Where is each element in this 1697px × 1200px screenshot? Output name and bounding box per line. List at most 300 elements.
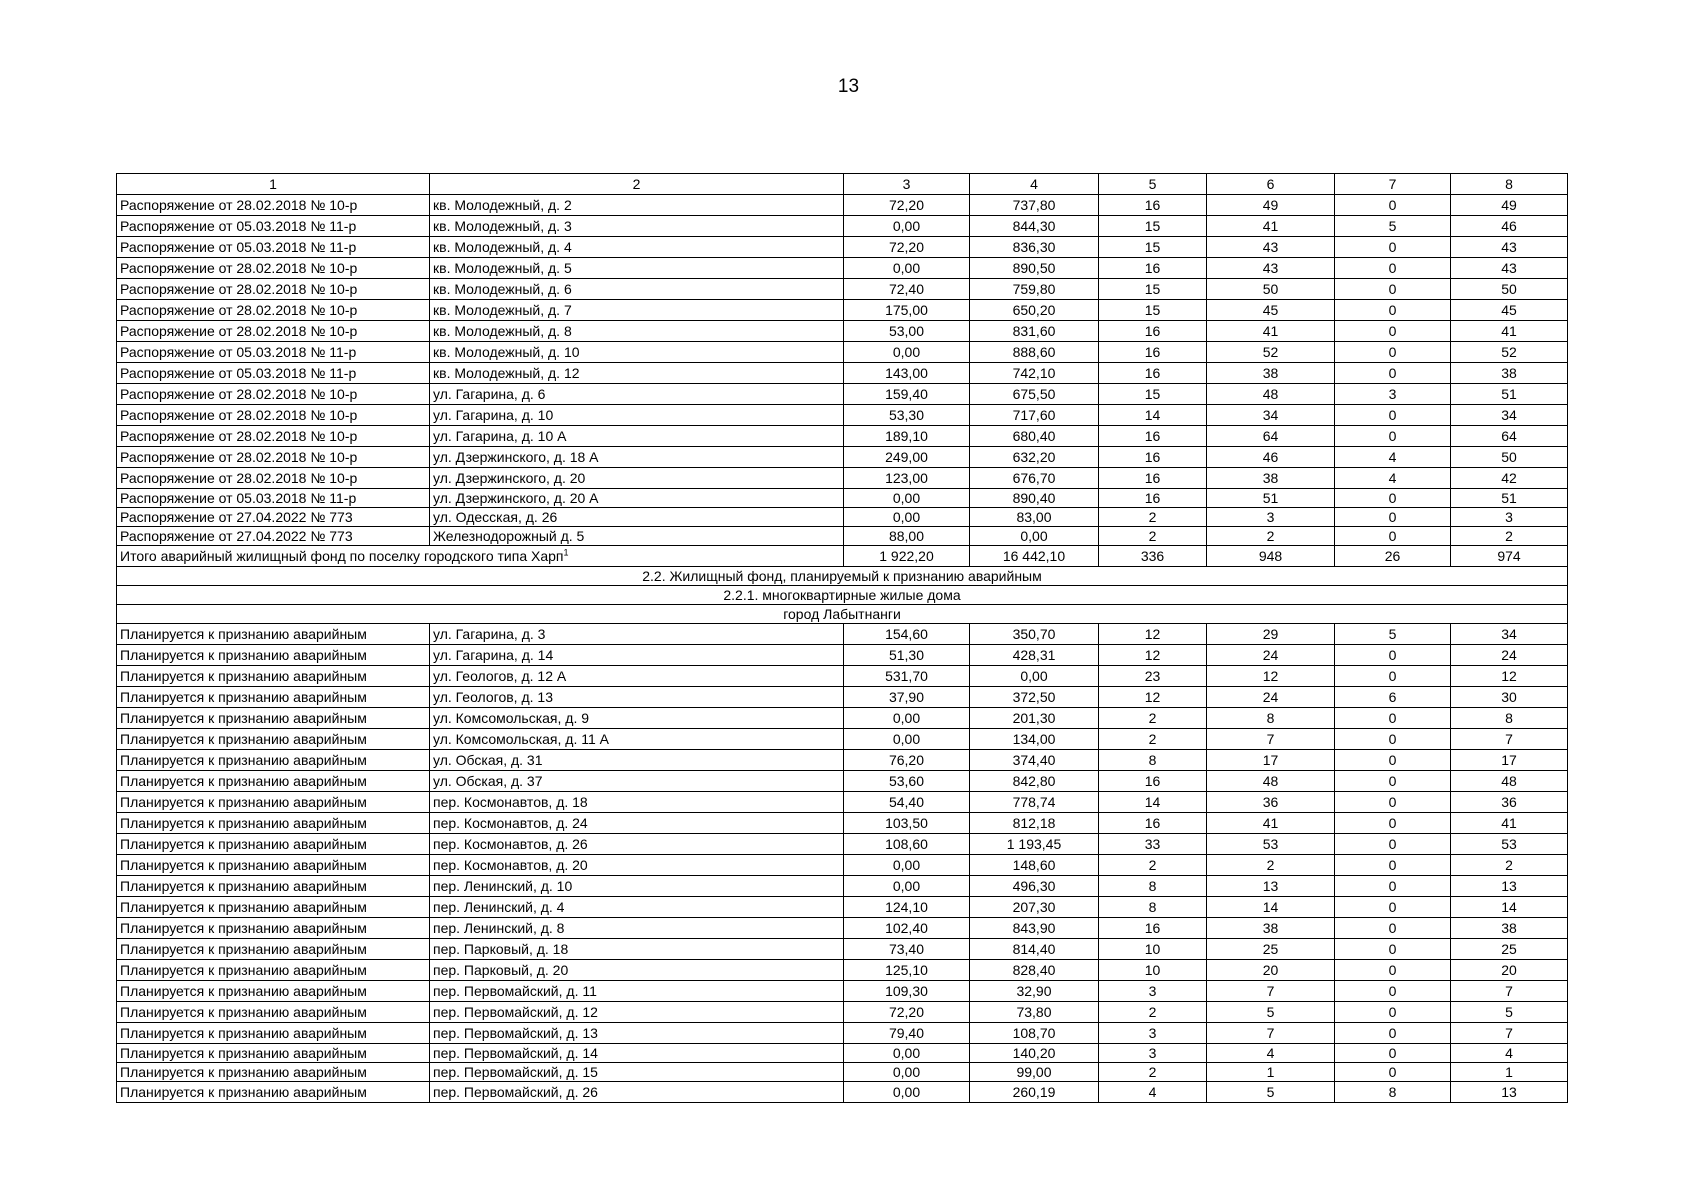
value-cell: 742,10 [970, 363, 1099, 384]
value-cell: 52 [1451, 342, 1568, 363]
value-cell: 53,00 [844, 321, 970, 342]
value-cell: 5 [1207, 1082, 1335, 1103]
value-cell: 25 [1451, 939, 1568, 960]
value-cell: 249,00 [844, 447, 970, 468]
value-cell: 15 [1099, 300, 1207, 321]
value-cell: 0 [1335, 195, 1451, 216]
value-cell: 737,80 [970, 195, 1099, 216]
value-cell: 49 [1451, 195, 1568, 216]
address-cell: пер. Космонавтов, д. 18 [430, 792, 844, 813]
total-value-cell: 1 922,20 [844, 546, 970, 567]
address-cell: пер. Космонавтов, д. 24 [430, 813, 844, 834]
value-cell: 32,90 [970, 981, 1099, 1002]
basis-cell: Планируется к признанию аварийным [117, 624, 430, 645]
value-cell: 890,50 [970, 258, 1099, 279]
basis-cell: Распоряжение от 28.02.2018 № 10-р [117, 384, 430, 405]
value-cell: 778,74 [970, 792, 1099, 813]
basis-cell: Планируется к признанию аварийным [117, 771, 430, 792]
value-cell: 51 [1451, 384, 1568, 405]
value-cell: 7 [1451, 981, 1568, 1002]
value-cell: 13 [1207, 876, 1335, 897]
value-cell: 374,40 [970, 750, 1099, 771]
value-cell: 73,80 [970, 1002, 1099, 1023]
table-row [117, 918, 1568, 939]
value-cell: 2 [1099, 527, 1207, 546]
basis-cell: Планируется к признанию аварийным [117, 918, 430, 939]
value-cell: 20 [1207, 960, 1335, 981]
value-cell: 72,20 [844, 195, 970, 216]
value-cell: 0 [1335, 792, 1451, 813]
value-cell: 890,40 [970, 489, 1099, 508]
total-label [117, 546, 844, 567]
value-cell: 0 [1335, 405, 1451, 426]
basis-cell: Планируется к признанию аварийным [117, 708, 430, 729]
address-cell: ул. Геологов, д. 12 А [430, 666, 844, 687]
value-cell: 0,00 [844, 1082, 970, 1103]
basis-cell: Планируется к признанию аварийным [117, 666, 430, 687]
basis-cell: Распоряжение от 05.03.2018 № 11-р [117, 216, 430, 237]
address-cell: кв. Молодежный, д. 3 [430, 216, 844, 237]
table-row [117, 708, 1568, 729]
value-cell: 16 [1099, 342, 1207, 363]
basis-cell: Планируется к признанию аварийным [117, 981, 430, 1002]
basis-cell: Планируется к признанию аварийным [117, 834, 430, 855]
table-row [117, 876, 1568, 897]
value-cell: 8 [1335, 1082, 1451, 1103]
address-cell: ул. Гагарина, д. 10 [430, 405, 844, 426]
value-cell: 53,60 [844, 771, 970, 792]
address-cell: кв. Молодежный, д. 2 [430, 195, 844, 216]
address-cell: ул. Дзержинского, д. 20 А [430, 489, 844, 508]
value-cell: 0,00 [844, 342, 970, 363]
value-cell: 72,40 [844, 279, 970, 300]
value-cell: 201,30 [970, 708, 1099, 729]
value-cell: 0,00 [844, 258, 970, 279]
value-cell: 14 [1099, 405, 1207, 426]
value-cell: 0 [1335, 508, 1451, 527]
basis-cell: Распоряжение от 27.04.2022 № 773 [117, 508, 430, 527]
value-cell: 48 [1451, 771, 1568, 792]
value-cell: 8 [1099, 897, 1207, 918]
basis-cell: Распоряжение от 05.03.2018 № 11-р [117, 237, 430, 258]
value-cell: 0,00 [844, 1063, 970, 1082]
value-cell: 0,00 [844, 489, 970, 508]
value-cell: 4 [1335, 468, 1451, 489]
value-cell: 53 [1207, 834, 1335, 855]
column-number-cell: 1 [117, 174, 430, 195]
value-cell: 3 [1335, 384, 1451, 405]
value-cell: 814,40 [970, 939, 1099, 960]
address-cell: пер. Первомайский, д. 14 [430, 1044, 844, 1063]
value-cell: 154,60 [844, 624, 970, 645]
table-row [117, 216, 1568, 237]
value-cell: 134,00 [970, 729, 1099, 750]
table-row [117, 300, 1568, 321]
table-row [117, 729, 1568, 750]
basis-cell: Планируется к признанию аварийным [117, 1023, 430, 1044]
address-cell: кв. Молодежный, д. 5 [430, 258, 844, 279]
address-cell: кв. Молодежный, д. 6 [430, 279, 844, 300]
value-cell: 20 [1451, 960, 1568, 981]
table-row [117, 645, 1568, 666]
value-cell: 64 [1207, 426, 1335, 447]
address-cell: пер. Космонавтов, д. 26 [430, 834, 844, 855]
address-cell: ул. Дзержинского, д. 18 А [430, 447, 844, 468]
value-cell: 38 [1207, 918, 1335, 939]
column-number-row [117, 174, 1568, 195]
value-cell: 43 [1207, 237, 1335, 258]
value-cell: 50 [1451, 447, 1568, 468]
value-cell: 48 [1207, 384, 1335, 405]
value-cell: 0 [1335, 279, 1451, 300]
value-cell: 51,30 [844, 645, 970, 666]
value-cell: 108,60 [844, 834, 970, 855]
value-cell: 83,00 [970, 508, 1099, 527]
table-row [117, 960, 1568, 981]
address-cell: ул. Гагарина, д. 14 [430, 645, 844, 666]
value-cell: 836,30 [970, 237, 1099, 258]
address-cell: пер. Первомайский, д. 12 [430, 1002, 844, 1023]
basis-cell: Планируется к признанию аварийным [117, 792, 430, 813]
value-cell: 8 [1451, 708, 1568, 729]
value-cell: 0,00 [844, 508, 970, 527]
table-row [117, 384, 1568, 405]
value-cell: 140,20 [970, 1044, 1099, 1063]
basis-cell: Планируется к признанию аварийным [117, 939, 430, 960]
basis-cell: Планируется к признанию аварийным [117, 1063, 430, 1082]
address-cell: ул. Комсомольская, д. 11 А [430, 729, 844, 750]
value-cell: 10 [1099, 939, 1207, 960]
value-cell: 843,90 [970, 918, 1099, 939]
value-cell: 3 [1099, 981, 1207, 1002]
address-cell: пер. Первомайский, д. 15 [430, 1063, 844, 1082]
total-label-text: Итого аварийный жилищный фонд по поселку городского типа Харп [120, 548, 564, 564]
address-cell: пер. Парковый, д. 18 [430, 939, 844, 960]
value-cell: 372,50 [970, 687, 1099, 708]
address-cell: пер. Парковый, д. 20 [430, 960, 844, 981]
value-cell: 33 [1099, 834, 1207, 855]
value-cell: 125,10 [844, 960, 970, 981]
value-cell: 0 [1335, 960, 1451, 981]
address-cell: Железнодорожный д. 5 [430, 527, 844, 546]
value-cell: 16 [1099, 363, 1207, 384]
address-cell: пер. Первомайский, д. 11 [430, 981, 844, 1002]
value-cell: 2 [1207, 855, 1335, 876]
value-cell: 36 [1451, 792, 1568, 813]
value-cell: 2 [1451, 855, 1568, 876]
basis-cell: Распоряжение от 27.04.2022 № 773 [117, 527, 430, 546]
value-cell: 0,00 [844, 708, 970, 729]
table-row [117, 687, 1568, 708]
table-row [117, 489, 1568, 508]
value-cell: 676,70 [970, 468, 1099, 489]
value-cell: 0 [1335, 729, 1451, 750]
value-cell: 16 [1099, 918, 1207, 939]
value-cell: 260,19 [970, 1082, 1099, 1103]
value-cell: 3 [1451, 508, 1568, 527]
total-value-cell: 974 [1451, 546, 1568, 567]
value-cell: 72,20 [844, 1002, 970, 1023]
column-number-cell: 8 [1451, 174, 1568, 195]
value-cell: 632,20 [970, 447, 1099, 468]
basis-cell: Распоряжение от 05.03.2018 № 11-р [117, 363, 430, 384]
value-cell: 5 [1335, 624, 1451, 645]
column-number-cell: 4 [970, 174, 1099, 195]
value-cell: 14 [1099, 792, 1207, 813]
value-cell: 531,70 [844, 666, 970, 687]
value-cell: 175,00 [844, 300, 970, 321]
value-cell: 25 [1207, 939, 1335, 960]
value-cell: 0 [1335, 645, 1451, 666]
address-cell: ул. Дзержинского, д. 20 [430, 468, 844, 489]
city-title: город Лабытнанги [117, 605, 1568, 624]
value-cell: 12 [1207, 666, 1335, 687]
table-row [117, 258, 1568, 279]
value-cell: 124,10 [844, 897, 970, 918]
value-cell: 3 [1099, 1023, 1207, 1044]
value-cell: 0 [1335, 426, 1451, 447]
value-cell: 16 [1099, 321, 1207, 342]
value-cell: 680,40 [970, 426, 1099, 447]
total-value-cell: 26 [1335, 546, 1451, 567]
value-cell: 0 [1335, 750, 1451, 771]
value-cell: 0,00 [844, 1044, 970, 1063]
basis-cell: Распоряжение от 28.02.2018 № 10-р [117, 321, 430, 342]
value-cell: 12 [1099, 645, 1207, 666]
address-cell: пер. Первомайский, д. 26 [430, 1082, 844, 1103]
value-cell: 36 [1207, 792, 1335, 813]
value-cell: 0 [1335, 813, 1451, 834]
value-cell: 41 [1207, 216, 1335, 237]
address-cell: кв. Молодежный, д. 8 [430, 321, 844, 342]
value-cell: 148,60 [970, 855, 1099, 876]
value-cell: 842,80 [970, 771, 1099, 792]
table-row [117, 1023, 1568, 1044]
address-cell: ул. Гагарина, д. 6 [430, 384, 844, 405]
table-row [117, 447, 1568, 468]
value-cell: 15 [1099, 279, 1207, 300]
value-cell: 43 [1451, 237, 1568, 258]
table-row [117, 771, 1568, 792]
value-cell: 2 [1099, 1063, 1207, 1082]
value-cell: 34 [1207, 405, 1335, 426]
value-cell: 17 [1207, 750, 1335, 771]
table-row [117, 508, 1568, 527]
value-cell: 7 [1451, 1023, 1568, 1044]
value-cell: 12 [1099, 687, 1207, 708]
basis-cell: Планируется к признанию аварийным [117, 897, 430, 918]
table-row [117, 939, 1568, 960]
value-cell: 0 [1335, 300, 1451, 321]
value-cell: 2 [1099, 508, 1207, 527]
value-cell: 13 [1451, 1082, 1568, 1103]
value-cell: 3 [1207, 508, 1335, 527]
value-cell: 53 [1451, 834, 1568, 855]
basis-cell: Планируется к признанию аварийным [117, 645, 430, 666]
value-cell: 51 [1451, 489, 1568, 508]
basis-cell: Распоряжение от 28.02.2018 № 10-р [117, 279, 430, 300]
section-title: 2.2. Жилищный фонд, планируемый к признанию аварийным [117, 567, 1568, 586]
value-cell: 73,40 [844, 939, 970, 960]
basis-cell: Планируется к признанию аварийным [117, 876, 430, 897]
value-cell: 717,60 [970, 405, 1099, 426]
value-cell: 5 [1207, 1002, 1335, 1023]
address-cell: кв. Молодежный, д. 10 [430, 342, 844, 363]
value-cell: 45 [1451, 300, 1568, 321]
value-cell: 0 [1335, 363, 1451, 384]
value-cell: 0 [1335, 666, 1451, 687]
value-cell: 0 [1335, 708, 1451, 729]
value-cell: 0 [1335, 939, 1451, 960]
table-row [117, 342, 1568, 363]
housing-table [116, 173, 1568, 1103]
value-cell: 34 [1451, 405, 1568, 426]
basis-cell: Планируется к признанию аварийным [117, 1044, 430, 1063]
value-cell: 42 [1451, 468, 1568, 489]
basis-cell: Планируется к признанию аварийным [117, 750, 430, 771]
value-cell: 143,00 [844, 363, 970, 384]
subsection-title-row [117, 586, 1568, 605]
value-cell: 828,40 [970, 960, 1099, 981]
value-cell: 8 [1099, 876, 1207, 897]
value-cell: 29 [1207, 624, 1335, 645]
value-cell: 0 [1335, 527, 1451, 546]
value-cell: 43 [1451, 258, 1568, 279]
value-cell: 16 [1099, 258, 1207, 279]
address-cell: пер. Космонавтов, д. 20 [430, 855, 844, 876]
value-cell: 12 [1451, 666, 1568, 687]
value-cell: 0,00 [844, 876, 970, 897]
city-title-row [117, 605, 1568, 624]
value-cell: 16 [1099, 426, 1207, 447]
table-row [117, 834, 1568, 855]
value-cell: 108,70 [970, 1023, 1099, 1044]
value-cell: 0 [1335, 321, 1451, 342]
value-cell: 24 [1207, 645, 1335, 666]
value-cell: 51 [1207, 489, 1335, 508]
basis-cell: Распоряжение от 05.03.2018 № 11-р [117, 342, 430, 363]
value-cell: 10 [1099, 960, 1207, 981]
value-cell: 1 [1451, 1063, 1568, 1082]
column-number-cell: 3 [844, 174, 970, 195]
value-cell: 1 193,45 [970, 834, 1099, 855]
value-cell: 12 [1099, 624, 1207, 645]
value-cell: 0 [1335, 342, 1451, 363]
table-row [117, 237, 1568, 258]
basis-cell: Распоряжение от 28.02.2018 № 10-р [117, 405, 430, 426]
value-cell: 14 [1207, 897, 1335, 918]
address-cell: ул. Обская, д. 31 [430, 750, 844, 771]
value-cell: 38 [1207, 363, 1335, 384]
value-cell: 0 [1335, 237, 1451, 258]
value-cell: 844,30 [970, 216, 1099, 237]
value-cell: 0 [1335, 876, 1451, 897]
value-cell: 30 [1451, 687, 1568, 708]
value-cell: 38 [1451, 363, 1568, 384]
value-cell: 0 [1335, 258, 1451, 279]
value-cell: 72,20 [844, 237, 970, 258]
value-cell: 16 [1099, 468, 1207, 489]
value-cell: 37,90 [844, 687, 970, 708]
value-cell: 0,00 [844, 216, 970, 237]
value-cell: 0 [1335, 771, 1451, 792]
value-cell: 48 [1207, 771, 1335, 792]
value-cell: 5 [1335, 216, 1451, 237]
value-cell: 428,31 [970, 645, 1099, 666]
address-cell: ул. Геологов, д. 13 [430, 687, 844, 708]
value-cell: 14 [1451, 897, 1568, 918]
basis-cell: Планируется к признанию аварийным [117, 960, 430, 981]
value-cell: 0 [1335, 855, 1451, 876]
total-row [117, 546, 1568, 567]
table-row [117, 527, 1568, 546]
value-cell: 45 [1207, 300, 1335, 321]
value-cell: 3 [1099, 1044, 1207, 1063]
subsection-title: 2.2.1. многоквартирные жилые дома [117, 586, 1568, 605]
value-cell: 6 [1335, 687, 1451, 708]
total-value-cell: 948 [1207, 546, 1335, 567]
value-cell: 16 [1099, 447, 1207, 468]
table-row [117, 363, 1568, 384]
value-cell: 1 [1207, 1063, 1335, 1082]
address-cell: ул. Комсомольская, д. 9 [430, 708, 844, 729]
value-cell: 24 [1207, 687, 1335, 708]
address-cell: пер. Ленинский, д. 10 [430, 876, 844, 897]
table-row [117, 195, 1568, 216]
value-cell: 23 [1099, 666, 1207, 687]
value-cell: 7 [1451, 729, 1568, 750]
value-cell: 8 [1207, 708, 1335, 729]
column-number-cell: 6 [1207, 174, 1335, 195]
table-row [117, 981, 1568, 1002]
value-cell: 15 [1099, 384, 1207, 405]
value-cell: 50 [1207, 279, 1335, 300]
value-cell: 831,60 [970, 321, 1099, 342]
value-cell: 41 [1451, 321, 1568, 342]
value-cell: 4 [1451, 1044, 1568, 1063]
value-cell: 41 [1207, 321, 1335, 342]
address-cell: кв. Молодежный, д. 4 [430, 237, 844, 258]
basis-cell: Распоряжение от 05.03.2018 № 11-р [117, 489, 430, 508]
page-number: 13 [837, 76, 860, 97]
value-cell: 5 [1451, 1002, 1568, 1023]
value-cell: 76,20 [844, 750, 970, 771]
section-title-row [117, 567, 1568, 586]
value-cell: 54,40 [844, 792, 970, 813]
value-cell: 2 [1099, 855, 1207, 876]
value-cell: 13 [1451, 876, 1568, 897]
table-row [117, 1082, 1568, 1103]
value-cell: 16 [1099, 195, 1207, 216]
address-cell: пер. Ленинский, д. 8 [430, 918, 844, 939]
value-cell: 41 [1451, 813, 1568, 834]
table-row [117, 1002, 1568, 1023]
value-cell: 0 [1335, 918, 1451, 939]
value-cell: 4 [1335, 447, 1451, 468]
value-cell: 759,80 [970, 279, 1099, 300]
basis-cell: Распоряжение от 28.02.2018 № 10-р [117, 447, 430, 468]
address-cell: кв. Молодежный, д. 12 [430, 363, 844, 384]
basis-cell: Планируется к признанию аварийным [117, 855, 430, 876]
value-cell: 49 [1207, 195, 1335, 216]
basis-cell: Распоряжение от 28.02.2018 № 10-р [117, 426, 430, 447]
value-cell: 64 [1451, 426, 1568, 447]
total-value-cell: 16 442,10 [970, 546, 1099, 567]
table-row [117, 321, 1568, 342]
basis-cell: Планируется к признанию аварийным [117, 729, 430, 750]
address-cell: ул. Гагарина, д. 3 [430, 624, 844, 645]
value-cell: 0,00 [970, 527, 1099, 546]
